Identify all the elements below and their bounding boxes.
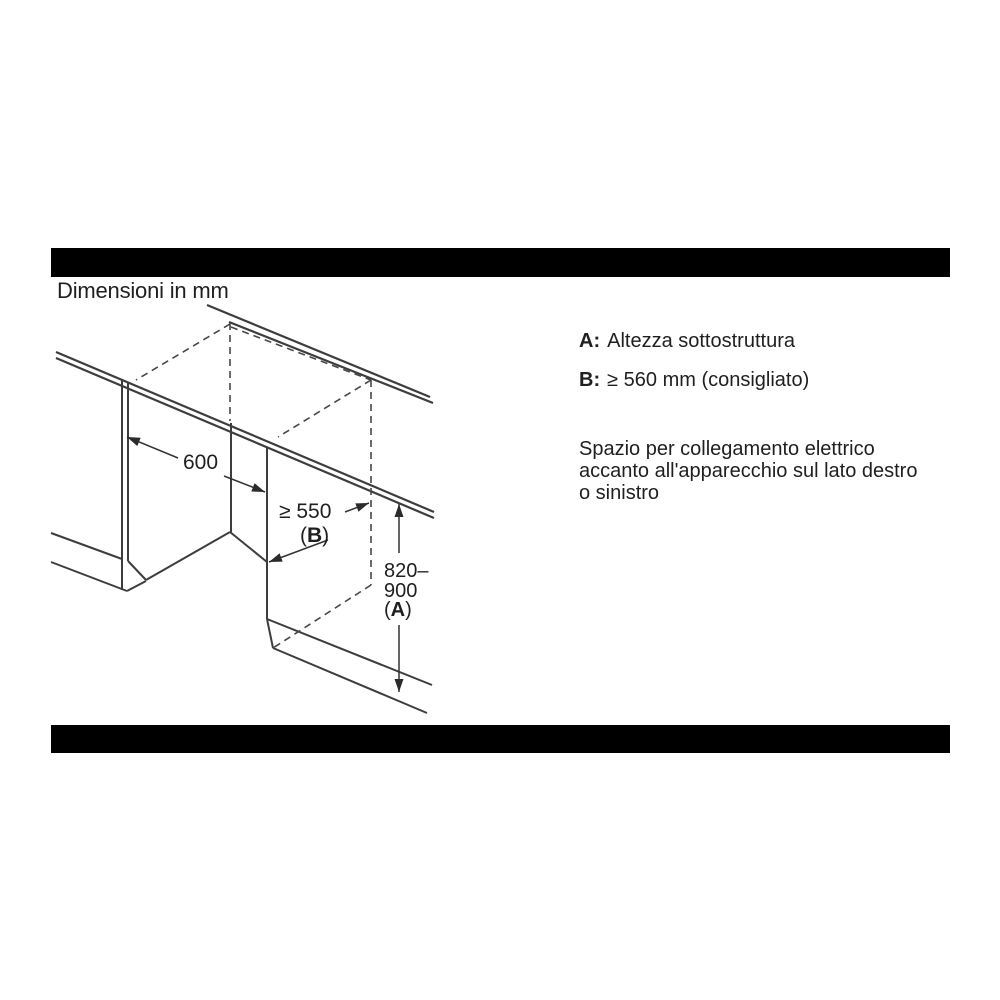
worktop-back-edges <box>207 305 433 403</box>
depth-ref-paren-close: ) <box>322 524 330 547</box>
label-height-ref <box>384 599 412 621</box>
label-height-range-1: 820– <box>384 560 429 582</box>
appliance-bottom-right-edge-dashed <box>273 585 371 648</box>
appliance-top-back-edge-dashed <box>231 327 371 380</box>
bottom-divider-bar <box>51 725 950 753</box>
niche-floor-left-edge-line <box>146 532 230 580</box>
niche-floor-back-edge-line <box>230 532 267 562</box>
legend-item-b <box>579 369 809 392</box>
connection-note-line: accanto all'apparecchio sul lato destro <box>579 460 918 482</box>
left-base-top-line <box>51 533 122 559</box>
depth-ref-paren-open: ( <box>300 524 307 547</box>
height-ref-paren-close: ) <box>405 599 412 621</box>
height-ref-paren-open: ( <box>384 599 391 621</box>
left-base-corner-line <box>127 581 146 591</box>
legend-item-a-text: Altezza sottostruttura <box>607 330 795 352</box>
left-panel-bottom-step-line <box>128 561 146 580</box>
left-base-bottom-line <box>51 562 127 591</box>
legend-item-b-text: ≥ 560 mm (consigliato) <box>607 369 810 391</box>
label-niche-width: 600 <box>183 451 219 474</box>
plinth-setback-edge-line <box>267 619 273 648</box>
plinth-top-edge-line <box>267 619 432 685</box>
width-arrow-left <box>127 437 178 458</box>
connection-note-line: o sinistro <box>579 482 660 504</box>
plinth-bottom-edge-line <box>273 648 427 713</box>
connection-note <box>579 438 917 504</box>
label-niche-depth-ref <box>300 524 329 547</box>
appliance-top-left-edge-dashed <box>136 324 230 380</box>
dimension-height <box>384 504 429 692</box>
label-height-range-2: 900 <box>384 580 418 602</box>
dimension-niche-depth <box>269 500 369 562</box>
niche-left-panel <box>51 380 146 591</box>
connection-note-line: Spazio per collegamento elettrico <box>579 438 875 460</box>
legend-item-a <box>579 330 795 353</box>
legend-item-a-key: A: <box>579 330 601 352</box>
label-niche-depth: ≥ 550 <box>279 500 332 523</box>
dimension-niche-width <box>127 437 265 492</box>
appliance-dashed-outline <box>136 323 371 648</box>
worktop-back-edge-line <box>229 322 433 403</box>
right-cabinet-plinth <box>267 619 432 713</box>
wall-top-edge-line <box>207 305 430 397</box>
depth-ref-letter: B <box>307 524 323 547</box>
page-title: Dimensioni in mm <box>57 278 229 303</box>
height-ref-letter: A <box>390 599 406 621</box>
legend-item-b-key: B: <box>579 369 601 391</box>
appliance-top-right-edge-dashed <box>278 380 371 437</box>
depth-arrow-back <box>345 503 369 512</box>
worktop-front-edge <box>56 352 434 518</box>
